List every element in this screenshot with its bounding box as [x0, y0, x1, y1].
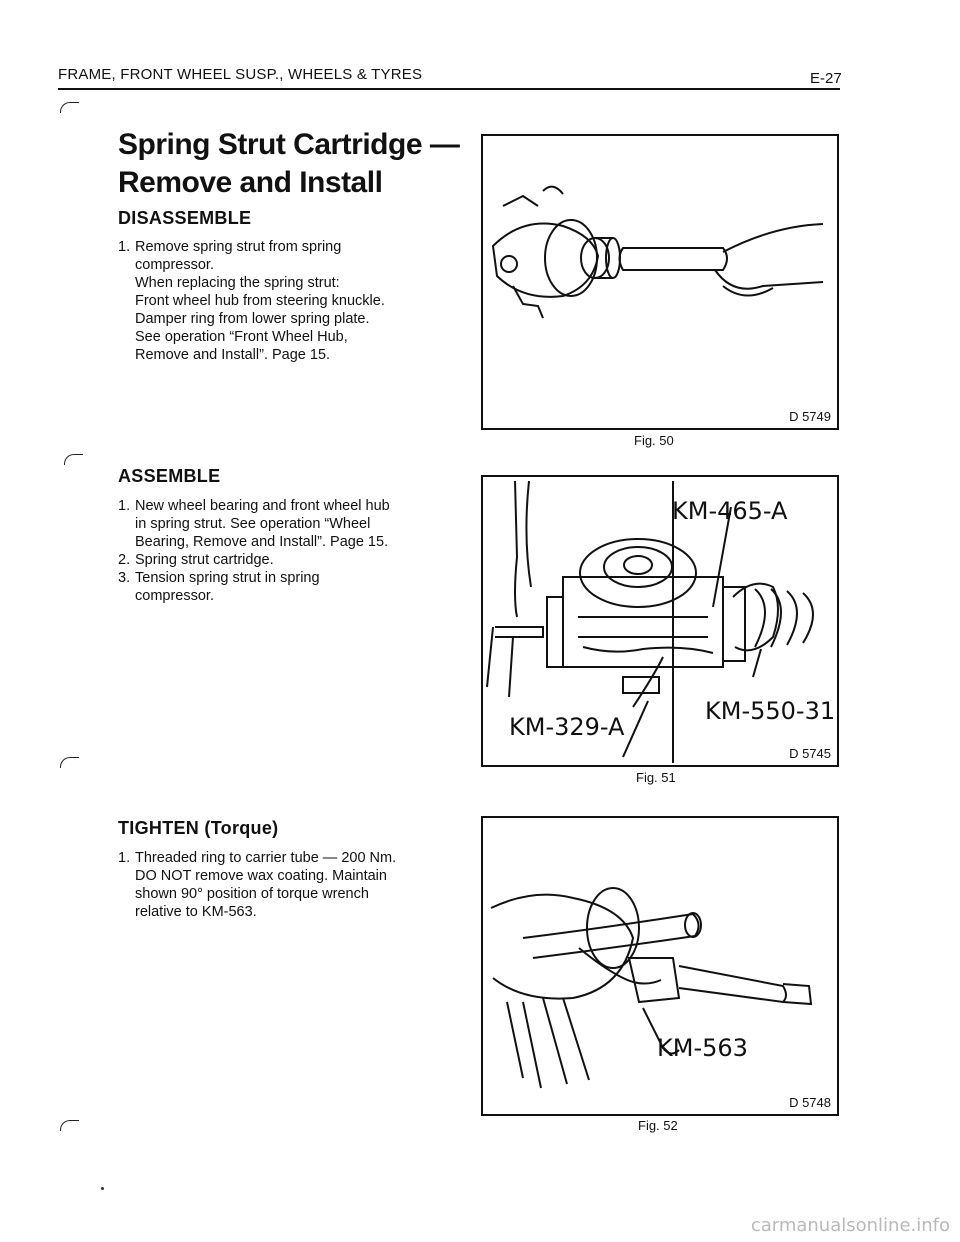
- margin-mark: [60, 102, 79, 113]
- step-line: compressor.: [135, 257, 214, 273]
- step-line: See operation “Front Wheel Hub,: [135, 329, 348, 345]
- figure-50: [481, 134, 839, 430]
- tool-label-km-329-a: KM-329-A: [509, 713, 625, 741]
- step-line: Remove spring strut from spring: [135, 239, 342, 255]
- step-line: Remove and Install”. Page 15.: [135, 347, 331, 363]
- assemble-step-2: [118, 551, 458, 569]
- figure-code: D 5745: [789, 746, 831, 761]
- step-line: Threaded ring to carrier tube — 200 Nm.: [135, 850, 397, 866]
- step-line: Tension spring strut in spring: [135, 570, 320, 586]
- figure-51: [481, 475, 839, 767]
- disassemble-steps: [118, 238, 458, 364]
- header-rule: [58, 88, 840, 90]
- step-line: in spring strut. See operation “Wheel: [135, 516, 371, 532]
- tighten-steps: [118, 849, 458, 921]
- figure-caption: Fig. 50: [634, 433, 674, 448]
- disassemble-heading: DISASSEMBLE: [118, 208, 252, 228]
- section-title-line1: Spring Strut Cartridge —: [118, 128, 460, 161]
- step-line: Front wheel hub from steering knuckle.: [135, 293, 385, 309]
- figure-caption: Fig. 52: [638, 1118, 678, 1133]
- step-number: 1.: [118, 239, 131, 255]
- figure-code: D 5749: [789, 409, 831, 424]
- step-number: 3.: [118, 570, 131, 586]
- disassemble-step-1: [118, 238, 458, 364]
- tighten-step-1: [118, 849, 458, 921]
- figure-code: D 5748: [789, 1095, 831, 1110]
- figure-52: [481, 816, 839, 1116]
- step-number: 2.: [118, 552, 131, 568]
- tool-label-km-465-a: KM-465-A: [672, 497, 788, 525]
- section-title-line2: Remove and Install: [118, 166, 383, 199]
- step-line: Spring strut cartridge.: [135, 552, 274, 568]
- running-header: FRAME, FRONT WHEEL SUSP., WHEELS & TYRES: [58, 66, 423, 83]
- page-number: E-27: [810, 70, 842, 87]
- step-line: New wheel bearing and front wheel hub: [135, 498, 390, 514]
- step-number: 1.: [118, 498, 131, 514]
- step-line: Bearing, Remove and Install”. Page 15.: [135, 534, 389, 550]
- stray-dot: [101, 1187, 104, 1190]
- figure-52-illustration: [483, 818, 837, 1114]
- figure-50-illustration: [483, 136, 837, 428]
- assemble-heading: ASSEMBLE: [118, 466, 221, 486]
- figure-caption: Fig. 51: [636, 770, 676, 785]
- margin-mark: [60, 1120, 79, 1131]
- step-line: When replacing the spring strut:: [135, 275, 340, 291]
- step-line: relative to KM-563.: [135, 904, 257, 920]
- margin-mark: [64, 454, 83, 465]
- assemble-step-3: [118, 569, 458, 605]
- step-line: compressor.: [135, 588, 214, 604]
- margin-mark: [60, 757, 79, 768]
- assemble-steps: [118, 497, 458, 605]
- step-line: Damper ring from lower spring plate.: [135, 311, 370, 327]
- step-line: DO NOT remove wax coating. Maintain: [135, 868, 387, 884]
- watermark: carmanualsonline.info: [750, 1215, 950, 1236]
- tighten-heading: TIGHTEN (Torque): [118, 818, 279, 838]
- tool-label-km-550-31: KM-550-31: [705, 697, 836, 725]
- tool-label-km-563: KM-563: [657, 1034, 748, 1062]
- assemble-step-1: [118, 497, 458, 551]
- step-line: shown 90° position of torque wrench: [135, 886, 369, 902]
- step-number: 1.: [118, 850, 131, 866]
